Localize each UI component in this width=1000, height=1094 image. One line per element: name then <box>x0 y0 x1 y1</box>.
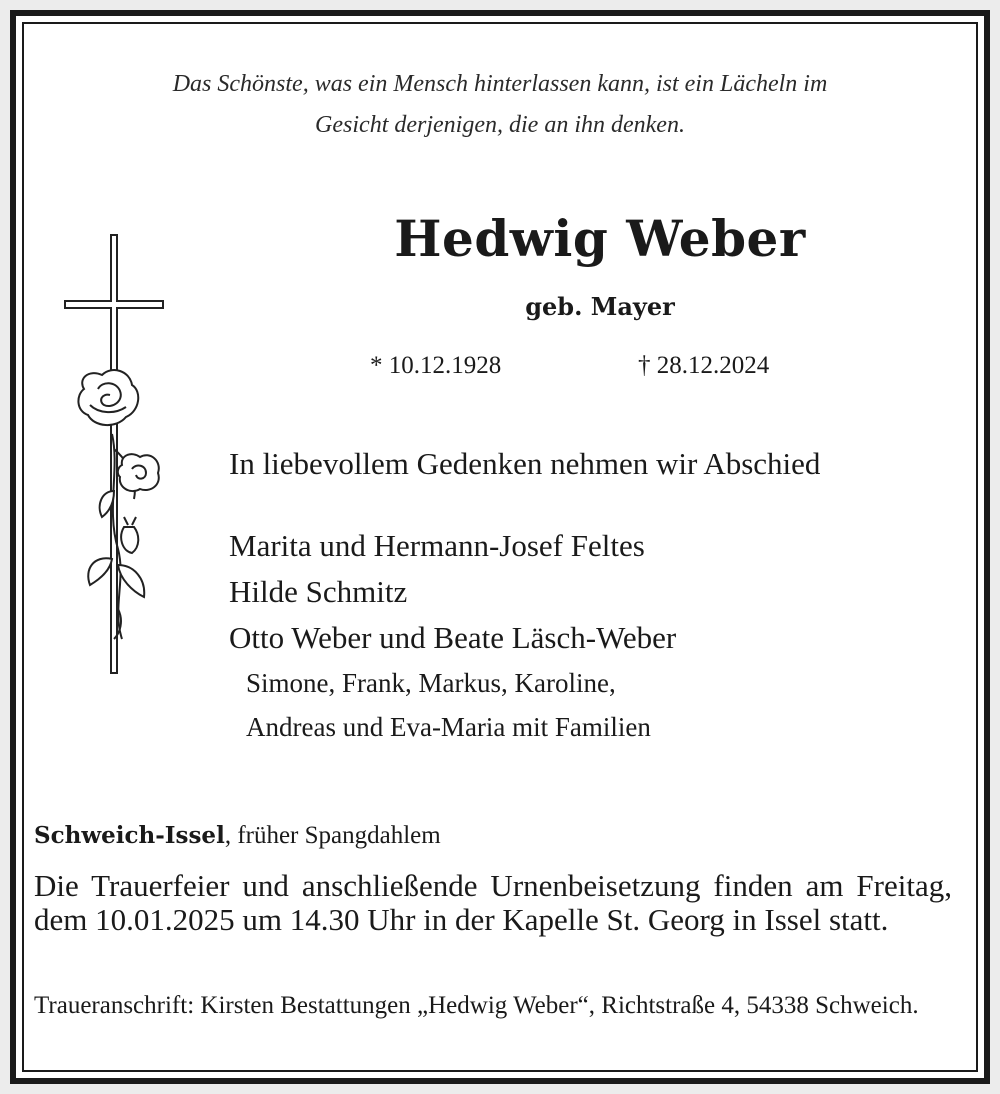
grandchildren-line-2: Andreas und Eva-Maria mit Familien <box>246 712 651 742</box>
mourner-2: Hilde Schmitz <box>229 574 408 609</box>
death-date: † 28.12.2024 <box>638 352 770 379</box>
opening-quote <box>24 64 976 146</box>
maiden-name: geb. Mayer <box>525 292 675 321</box>
mourning-address: Traueranschrift: Kirsten Bestattungen „Hedwig Weber“, Richtstraße 4, 54338 Schweich. <box>34 992 919 1019</box>
obituary-frame <box>10 10 990 1084</box>
farewell-text: In liebevollem Gedenken nehmen wir Abschied <box>229 446 821 481</box>
deceased-name: Hedwig Weber <box>394 209 806 268</box>
birth-date: * 10.12.1928 <box>370 352 502 379</box>
quote-line-1: Das Schönste, was ein Mensch hinterlassen kann, ist ein Lächeln im <box>172 71 828 97</box>
service-info: Die Trauerfeier und anschließende Urnenbeisetzung finden am Freitag, dem 10.01.2025 um 14.30 Uhr in der Kapelle St. Georg in Issel statt. <box>34 868 952 937</box>
residence-line <box>34 822 441 850</box>
cross-with-roses-icon <box>54 229 174 679</box>
obituary-inner-border <box>22 22 978 1072</box>
mourner-3: Otto Weber und Beate Läsch-Weber <box>229 620 677 655</box>
mourner-1: Marita und Hermann-Josef Feltes <box>229 528 645 563</box>
grandchildren-line-1: Simone, Frank, Markus, Karoline, <box>246 668 616 698</box>
residence-former: , früher Spangdahlem <box>224 822 441 849</box>
residence-town: Schweich-Issel <box>34 822 225 849</box>
quote-line-2: Gesicht derjenigen, die an ihn denken. <box>315 112 685 138</box>
